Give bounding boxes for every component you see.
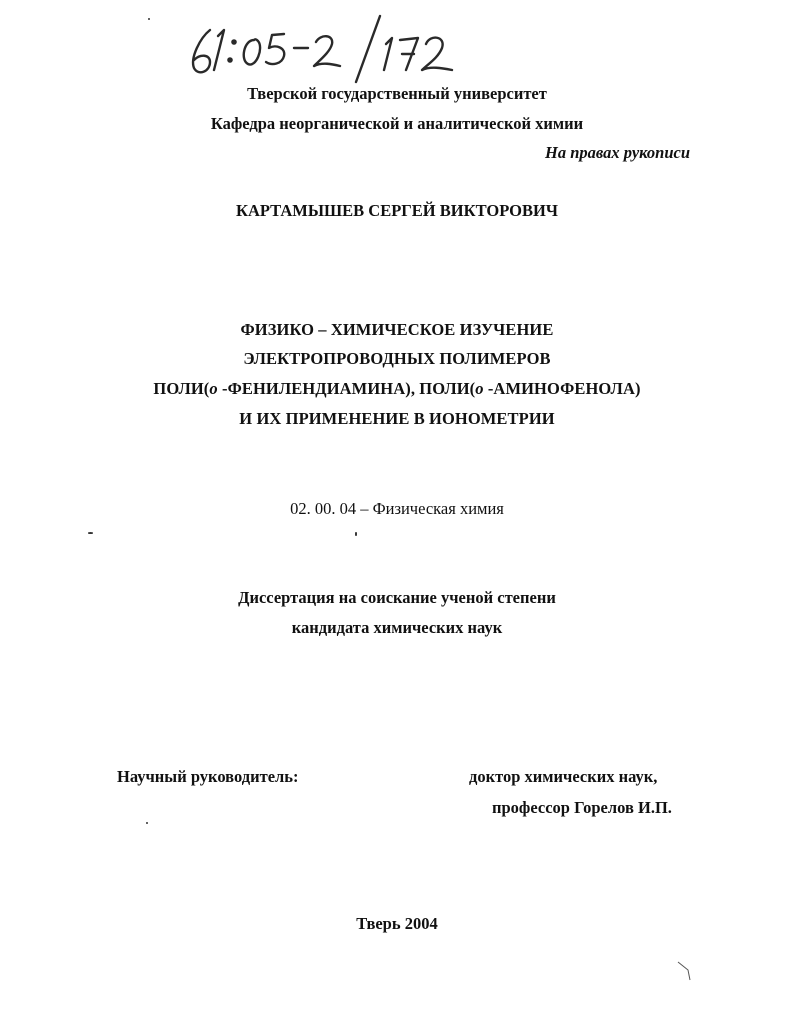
rights-note: На правах рукописи bbox=[545, 143, 690, 162]
dissertation-line-2: кандидата химических наук bbox=[291, 618, 503, 637]
title-line-3-ortho-2: о bbox=[475, 379, 484, 398]
author-name: КАРТАМЫШЕВ СЕРГЕЙ ВИКТОРОВИЧ bbox=[236, 201, 558, 220]
department-name: Кафедра неорганической и аналитической химии bbox=[210, 114, 584, 133]
title-line-1: ФИЗИКО – ХИМИЧЕСКОЕ ИЗУЧЕНИЕ bbox=[240, 320, 554, 339]
scan-mark bbox=[676, 960, 696, 982]
scan-speck bbox=[88, 532, 93, 534]
title-line-3-part-b: -ФЕНИЛЕНДИАМИНА), ПОЛИ( bbox=[217, 379, 476, 398]
place-year: Тверь 2004 bbox=[356, 914, 438, 933]
dissertation-line-1: Диссертация на соискание ученой степени bbox=[238, 588, 556, 607]
title-line-2: ЭЛЕКТРОПРОВОДНЫХ ПОЛИМЕРОВ bbox=[243, 349, 551, 368]
title-line-3-part-a: ПОЛИ( bbox=[153, 379, 210, 398]
title-line-3-part-c: -АМИНОФЕНОЛА) bbox=[483, 379, 641, 398]
supervisor-degree: доктор химических наук, bbox=[469, 767, 658, 786]
title-line-3-ortho-1: о bbox=[209, 379, 218, 398]
scan-speck bbox=[146, 822, 148, 824]
supervisor-name: профессор Горелов И.П. bbox=[492, 798, 672, 817]
handwritten-archive-mark bbox=[180, 8, 480, 88]
supervisor-label: Научный руководитель: bbox=[117, 767, 299, 786]
specialty-code: 02. 00. 04 – Физическая химия bbox=[290, 499, 504, 518]
scan-speck bbox=[355, 532, 357, 536]
scan-speck bbox=[148, 18, 150, 20]
title-line-4: И ИХ ПРИМЕНЕНИЕ В ИОНОМЕТРИИ bbox=[239, 409, 555, 428]
title-line-3 bbox=[0, 381, 794, 398]
university-name: Тверской государственный университет bbox=[247, 84, 547, 103]
